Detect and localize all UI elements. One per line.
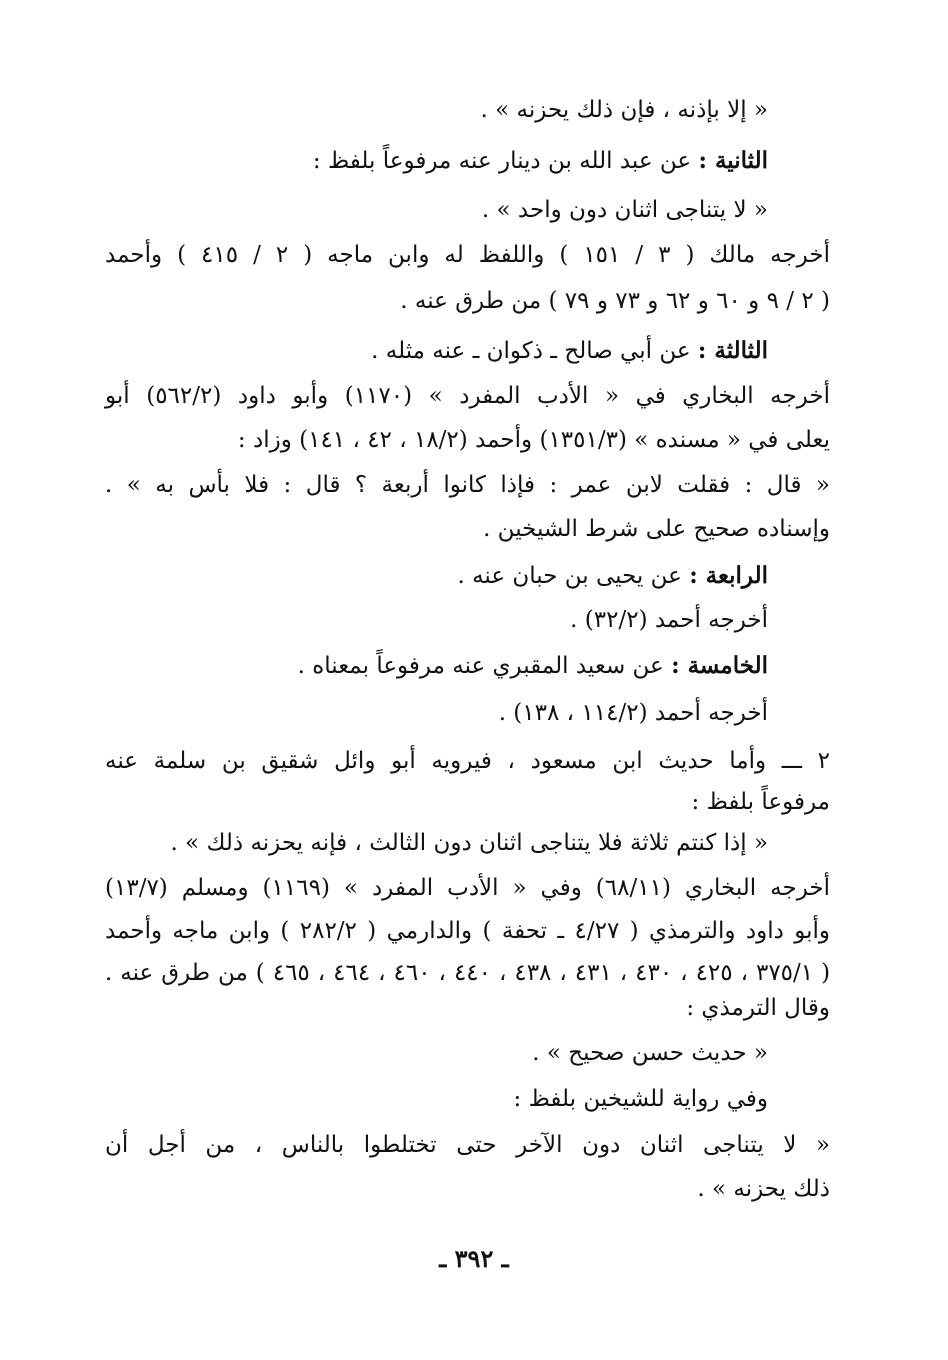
text-line: وإسناده صحيح على شرط الشيخين . (483, 516, 830, 542)
text-line: أخرجه مالك ( ٣ / ١٥١ ) واللفظ له وابن ماجه ( ٢ / ٤١٥ ) وأحمد (105, 242, 830, 268)
text-line: أخرجه أحمد (٣٢/٢) . (570, 607, 768, 633)
text-line: أخرجه أحمد (١١٤/٢ ، ١٣٨) . (498, 700, 768, 726)
text-line: « إلا بإذنه ، فإن ذلك يحزنه » . (480, 97, 768, 123)
text-line: ٢ ـــ وأما حديث ابن مسعود ، فيرويه أبو وائل شقيق بن سلمة عنه (105, 748, 830, 774)
text-line: « لا يتناجى اثنان دون واحد » . (481, 197, 768, 223)
text-line: ( ٣٧٥/١ ، ٤٢٥ ، ٤٣٠ ، ٤٣١ ، ٤٣٨ ، ٤٤٠ ، ٤٦٠ ، ٤٦٤ ، ٤٦٥ ) من طرق عنه . (105, 960, 831, 986)
text-line: ذلك يحزنه » . (697, 1176, 830, 1202)
text-line: وقال الترمذي : (686, 995, 830, 1021)
text-line: وأبو داود والترمذي ( ٤/٢٧ ـ تحفة ) والدارمي ( ٢٨٢/٢ ) وابن ماجه وأحمد (105, 918, 830, 944)
section-label: الثالثة : (697, 337, 768, 364)
text-line: « قال : فقلت لابن عمر : فإذا كانوا أربعة ؟ قال : فلا بأس به » . (105, 472, 830, 498)
text-line: « إذا كنتم ثلاثة فلا يتناجى اثنان دون الثالث ، فإنه يحزنه ذلك » . (170, 830, 768, 856)
section-label: الخامسة : (671, 652, 768, 679)
section-label: الرابعة : (689, 562, 768, 589)
text-line: أخرجه البخاري في « الأدب المفرد » (١١٧٠) وأبو داود (٥٦٢/٢) أبو (105, 383, 830, 409)
text-line: الرابعة : عن يحيى بن حبان عنه . (457, 562, 768, 589)
text-line: الثانية : عن عبد الله بن دينار عنه مرفوعاً بلفظ : (312, 147, 768, 174)
page-number: ـ ٣٩٢ ـ (439, 1244, 509, 1273)
text-line: مرفوعاً بلفظ : (691, 789, 830, 815)
text-line: الثالثة : عن أبي صالح ـ ذكوان ـ عنه مثله . (371, 337, 768, 364)
text-line: يعلى في « مسنده » (١٣٥١/٣) وأحمد (١٨/٢ ، ٤٢ ، ١٤١) وزاد : (237, 427, 830, 453)
text-line: « لا يتناجى اثنان دون الآخر حتى تختلطوا بالناس ، من أجل أن (105, 1132, 830, 1158)
text-line: « حديث حسن صحيح » . (532, 1040, 768, 1066)
text-line: أخرجه البخاري (٦٨/١١) وفي « الأدب المفرد » (١١٦٩) ومسلم (١٣/٧) (105, 875, 831, 901)
text-line: الخامسة : عن سعيد المقبري عنه مرفوعاً بمعناه . (297, 652, 768, 679)
text-line: ( ٢ / ٩ و ٦٠ و ٦٢ و ٧٣ و ٧٩ ) من طرق عنه . (400, 288, 830, 314)
section-label: الثانية : (698, 147, 768, 174)
text-line: وفي رواية للشيخين بلفظ : (513, 1086, 768, 1112)
